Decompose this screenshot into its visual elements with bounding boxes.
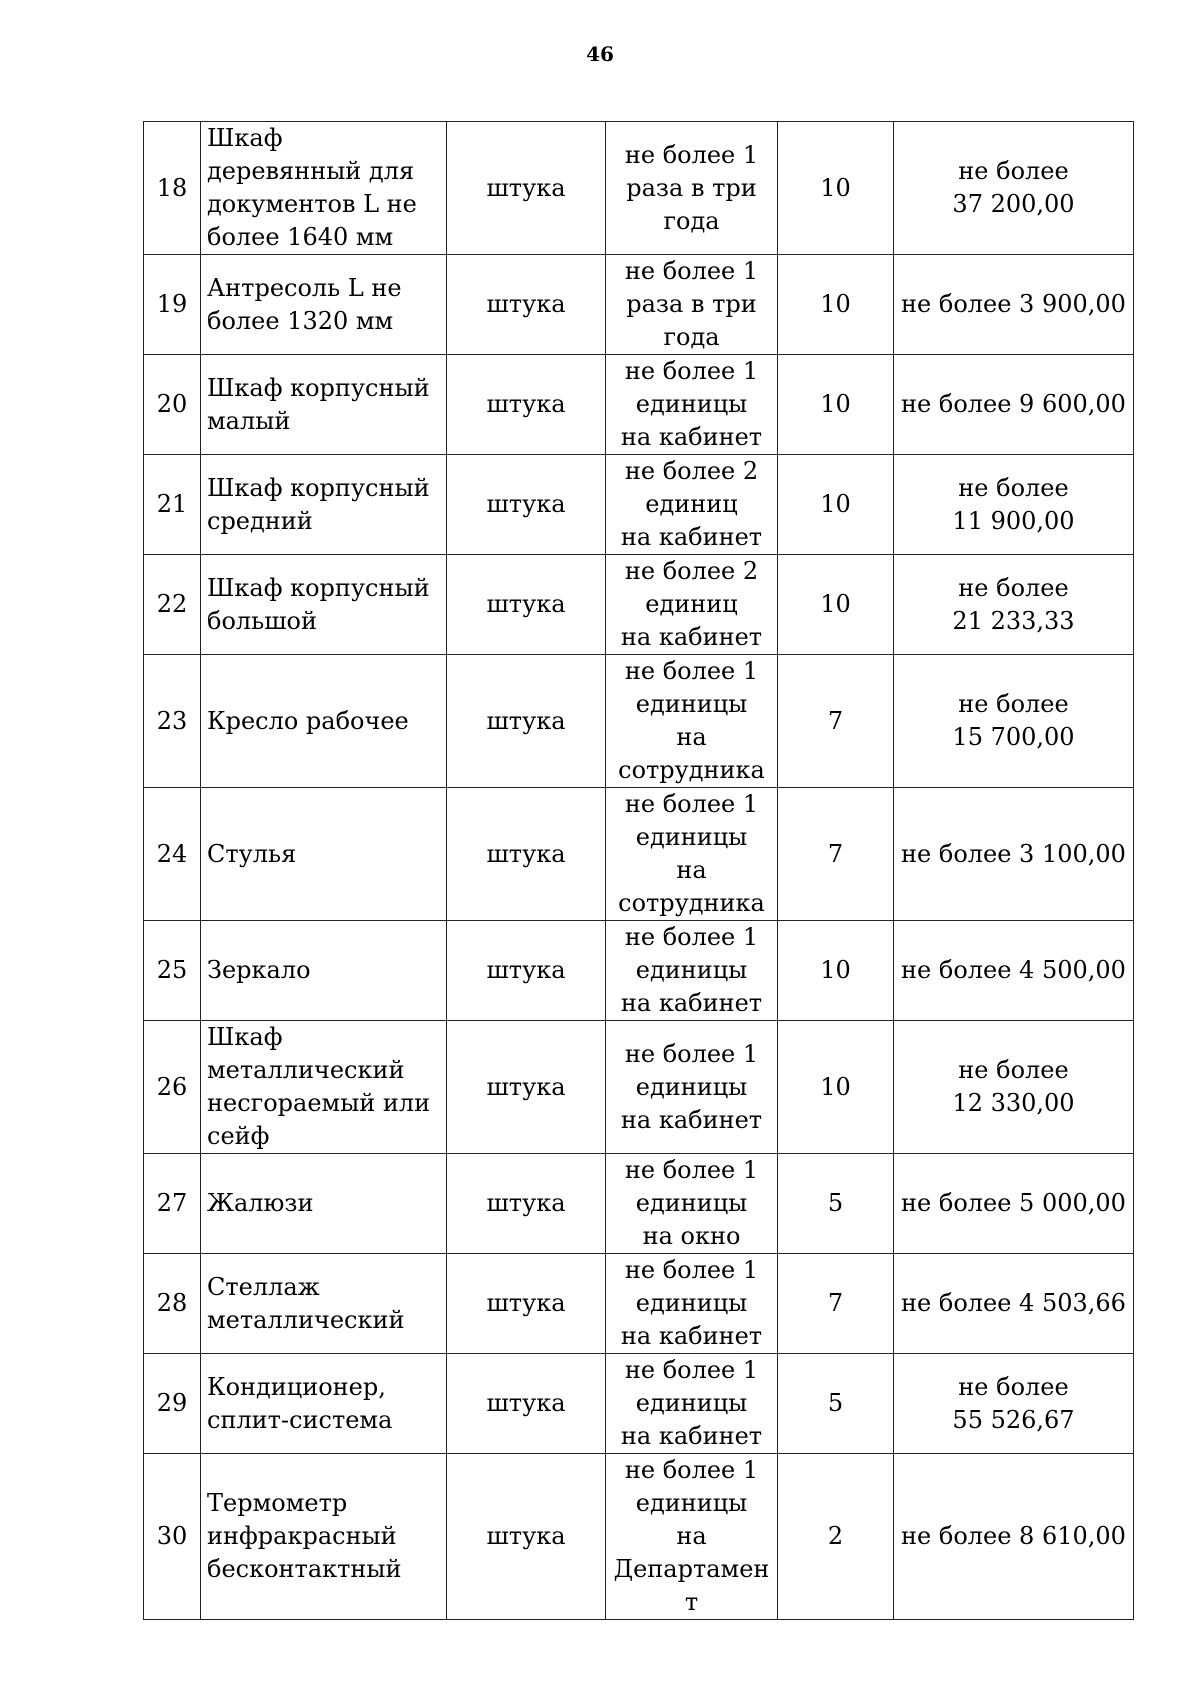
service-life: 10 [778, 122, 894, 255]
table-row [144, 1354, 1134, 1454]
price-limit: не более 55 526,67 [894, 1354, 1134, 1454]
row-number: 26 [144, 1021, 201, 1154]
price-limit: не более 3 100,00 [894, 788, 1134, 921]
price-limit: не более 9 600,00 [894, 355, 1134, 455]
table-row [144, 1021, 1134, 1154]
unit: штука [447, 655, 606, 788]
item-name: Термометр инфракрасный бесконтактный [201, 1454, 447, 1620]
table-body [144, 122, 1134, 1620]
row-number: 29 [144, 1354, 201, 1454]
price-limit: не более 4 500,00 [894, 921, 1134, 1021]
quantity-norm: не более 1 раза в три года [606, 255, 778, 355]
quantity-norm: не более 1 единицы на кабинет [606, 1254, 778, 1354]
table-row [144, 355, 1134, 455]
price-limit: не более 11 900,00 [894, 455, 1134, 555]
item-name: Зеркало [201, 921, 447, 1021]
row-number: 21 [144, 455, 201, 555]
price-limit: не более 15 700,00 [894, 655, 1134, 788]
service-life: 10 [778, 355, 894, 455]
table-row [144, 1454, 1134, 1620]
row-number: 22 [144, 555, 201, 655]
unit: штука [447, 1254, 606, 1354]
item-name: Антресоль L не более 1320 мм [201, 255, 447, 355]
table-row [144, 122, 1134, 255]
unit: штука [447, 355, 606, 455]
price-limit: не более 21 233,33 [894, 555, 1134, 655]
unit: штука [447, 555, 606, 655]
service-life: 7 [778, 1254, 894, 1354]
service-life: 7 [778, 655, 894, 788]
page-number: 46 [586, 42, 614, 66]
quantity-norm: не более 1 единицы на Департамен т [606, 1454, 778, 1620]
unit: штука [447, 1354, 606, 1454]
unit: штука [447, 122, 606, 255]
furniture-norms-table [143, 121, 1134, 1620]
price-limit: не более 8 610,00 [894, 1454, 1134, 1620]
row-number: 23 [144, 655, 201, 788]
table-row [144, 1154, 1134, 1254]
table-row [144, 655, 1134, 788]
service-life: 7 [778, 788, 894, 921]
price-limit: не более 4 503,66 [894, 1254, 1134, 1354]
price-limit: не более 5 000,00 [894, 1154, 1134, 1254]
row-number: 19 [144, 255, 201, 355]
quantity-norm: не более 1 единицы на окно [606, 1154, 778, 1254]
table-row [144, 455, 1134, 555]
quantity-norm: не более 2 единиц на кабинет [606, 455, 778, 555]
quantity-norm: не более 1 единицы на сотрудника [606, 788, 778, 921]
unit: штука [447, 1154, 606, 1254]
quantity-norm: не более 1 единицы на сотрудника [606, 655, 778, 788]
price-limit: не более 12 330,00 [894, 1021, 1134, 1154]
row-number: 28 [144, 1254, 201, 1354]
unit: штука [447, 788, 606, 921]
service-life: 2 [778, 1454, 894, 1620]
service-life: 10 [778, 255, 894, 355]
item-name: Шкаф корпусный малый [201, 355, 447, 455]
item-name: Кондиционер, сплит-система [201, 1354, 447, 1454]
unit: штука [447, 1021, 606, 1154]
service-life: 10 [778, 921, 894, 1021]
unit: штука [447, 255, 606, 355]
item-name: Шкаф корпусный большой [201, 555, 447, 655]
table-row [144, 921, 1134, 1021]
table-row [144, 555, 1134, 655]
quantity-norm: не более 1 единицы на кабинет [606, 355, 778, 455]
quantity-norm: не более 2 единиц на кабинет [606, 555, 778, 655]
row-number: 25 [144, 921, 201, 1021]
quantity-norm: не более 1 единицы на кабинет [606, 921, 778, 1021]
service-life: 10 [778, 1021, 894, 1154]
item-name: Кресло рабочее [201, 655, 447, 788]
service-life: 10 [778, 555, 894, 655]
table-row [144, 255, 1134, 355]
row-number: 27 [144, 1154, 201, 1254]
price-limit: не более 3 900,00 [894, 255, 1134, 355]
unit: штука [447, 455, 606, 555]
row-number: 18 [144, 122, 201, 255]
item-name: Шкаф деревянный для документов L не более 1640 мм [201, 122, 447, 255]
quantity-norm: не более 1 единицы на кабинет [606, 1354, 778, 1454]
item-name: Шкаф металлический несгораемый или сейф [201, 1021, 447, 1154]
unit: штука [447, 1454, 606, 1620]
row-number: 24 [144, 788, 201, 921]
item-name: Шкаф корпусный средний [201, 455, 447, 555]
service-life: 5 [778, 1354, 894, 1454]
service-life: 5 [778, 1154, 894, 1254]
row-number: 20 [144, 355, 201, 455]
table-row [144, 788, 1134, 921]
quantity-norm: не более 1 единицы на кабинет [606, 1021, 778, 1154]
quantity-norm: не более 1 раза в три года [606, 122, 778, 255]
row-number: 30 [144, 1454, 201, 1620]
item-name: Стеллаж металлический [201, 1254, 447, 1354]
table-row [144, 1254, 1134, 1354]
item-name: Стулья [201, 788, 447, 921]
item-name: Жалюзи [201, 1154, 447, 1254]
price-limit: не более 37 200,00 [894, 122, 1134, 255]
service-life: 10 [778, 455, 894, 555]
unit: штука [447, 921, 606, 1021]
